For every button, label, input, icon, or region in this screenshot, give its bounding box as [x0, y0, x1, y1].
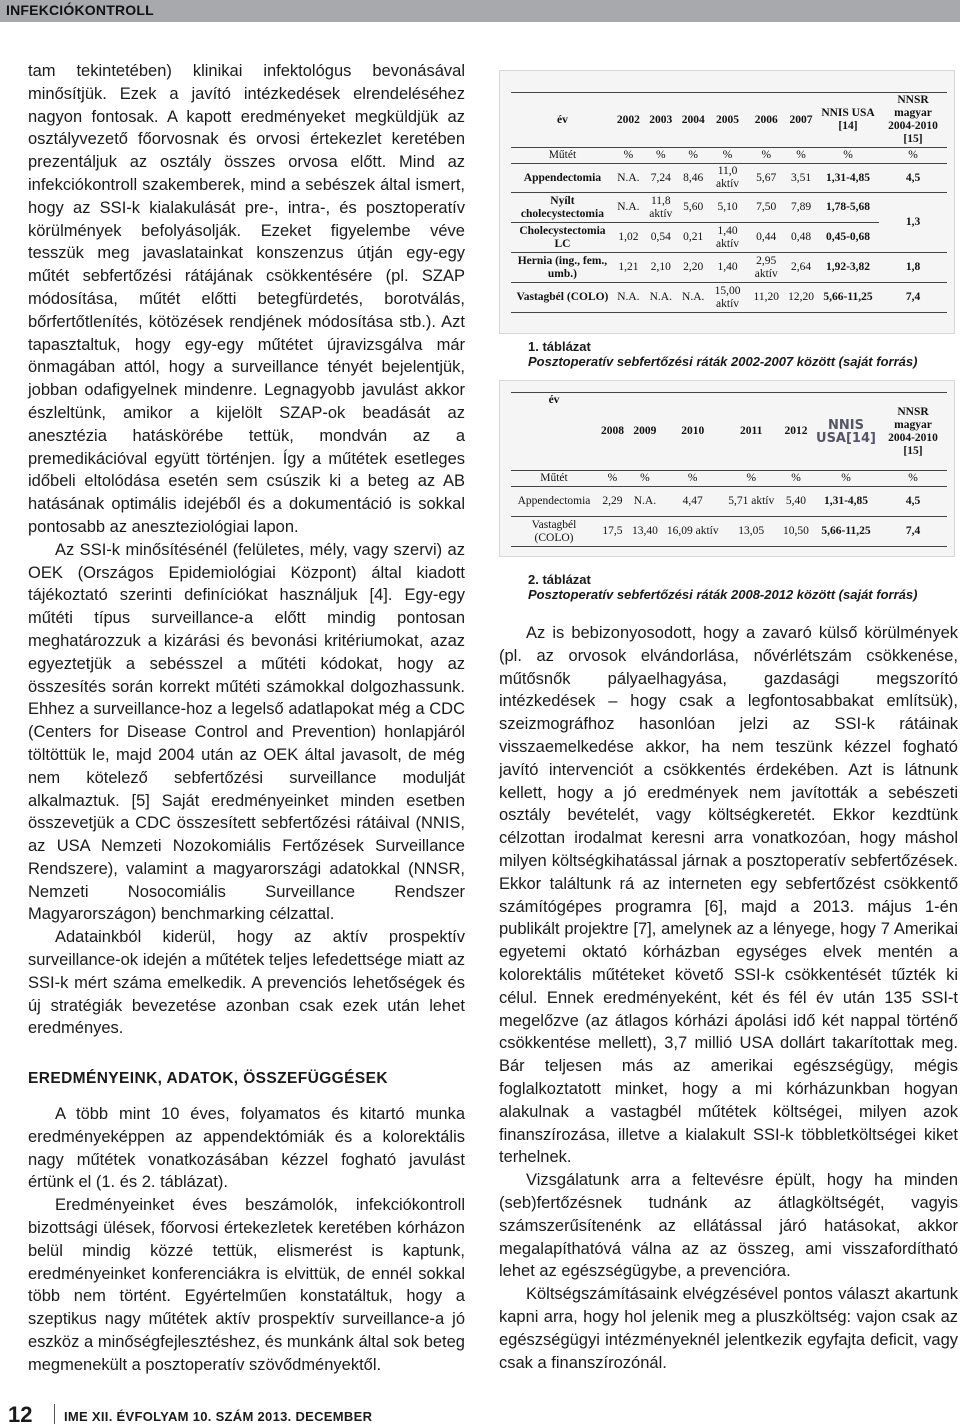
caption-text: Posztoperatív sebfertőzési ráták 2008-2012 között (saját forrás)	[528, 587, 918, 602]
table-row	[511, 253, 947, 283]
caption-text: Posztoperatív sebfertőzési ráták 2002-2007 között (saját forrás)	[528, 354, 918, 369]
table-cell: 1,40 aktív	[708, 223, 748, 253]
table-cell: N.A.	[614, 283, 643, 313]
table-cell: 5,10	[708, 193, 748, 223]
table-cell: 5,40	[779, 487, 813, 517]
table-cell: 0,21	[679, 223, 708, 253]
table-unit-cell: %	[779, 471, 813, 487]
row-label: Vastagbél (COLO)	[511, 517, 597, 547]
table-cell: 10,50	[779, 517, 813, 547]
table-cell: 3,51	[785, 164, 817, 193]
table-cell: 11,8 aktív	[643, 193, 679, 223]
table-cell: N.A.	[614, 164, 643, 193]
table-cell: 12,20	[785, 283, 817, 313]
table-cell: 4,5	[879, 487, 947, 517]
table-cell: 15,00 aktív	[708, 283, 748, 313]
row-label: Vastagbél (COLO)	[511, 283, 614, 313]
table-unit-cell: %	[724, 471, 779, 487]
row-label: Nyílt cholecystectomia	[511, 193, 614, 223]
row-label: Appendectomia	[511, 487, 597, 517]
table-cell: 7,4	[879, 517, 947, 547]
table-cell: 1,31-4,85	[813, 487, 879, 517]
table-unit-cell: %	[879, 471, 947, 487]
table2-caption	[528, 572, 917, 602]
table-cell: 1,3	[879, 193, 947, 253]
table-cell: 17,5	[597, 517, 628, 547]
table-row	[511, 164, 947, 193]
table-header-cell: 2006	[747, 93, 785, 148]
table-cell: 1,40	[708, 253, 748, 283]
table-unit-cell: %	[628, 471, 662, 487]
table-header-cell: NNIS USA [14]	[817, 93, 879, 148]
table-header-cell: év	[511, 93, 614, 148]
caption-number: 1. táblázat	[528, 339, 591, 354]
table-cell: 7,89	[785, 193, 817, 223]
table-unit-cell: %	[879, 148, 947, 164]
table-cell: 1,92-3,82	[817, 253, 879, 283]
table-cell: 2,29	[597, 487, 628, 517]
table1	[511, 92, 947, 313]
table-cell: 16,09 aktív	[662, 517, 724, 547]
paragraph: Az SSI-k minősítésénél (felületes, mély, vagy szervi) az OEK (Országos Epidemiológiai Központ) által kiadott tájékoztató szerinti definíciókat használjuk [4]. Egy-egy műtéti típus surveillance-a előtt mindig pontosan meghatározzuk a kizárási és bevonási kritériumokat, azaz egyeztetjük a sebésszel a műtéti kódokat, hogy az összesítés során korrekt műtéti számokkal dolgozhassunk. Ehhez a surveillance-hoz a legelső adatlapokat még a CDC (Centers for Disease Control and Prevention) honlapjáról töltöttük le, majd 2004 után az OEK által javasolt, de még nem kötelező sebfertőzési surveillance modulját alkalmaztuk. [5] Saját eredményeinket minden esetben összevetjük a CDC összesített sebfertőzési rátáival (NNIS, az USA Nemzeti Nozokomiális Fertőzések Surveillance Rendszere), valamint a magyarországi adatokkal (NNSR, Nemzeti Nosocomiális Surveillance Rendszer Magyarországon) benchmarking célzattal.	[28, 540, 465, 924]
table-header-cell: 2011	[724, 393, 779, 471]
table-unit-cell: %	[813, 471, 879, 487]
paragraph: tam tekintetében) klinikai infektológus bevonásával minősítjük. Ezek a javító intézkedések elrendeléséhez nagyon fontosak. A kapott eredményeket megküldjük az osztályvezető főorvosnak és orvosi értekezlet keretében prezentáljuk az osztály összes orvosa előtt. Mind az infekciókontroll szakemberek, mind a sebészek által ismert, hogy az SSI-k kialakulását pre-, intra-, és posztoperatív körülmények befolyásolják. Ezeket figyelembe véve tesszük meg javaslatainkat konszenzus útján egy-egy műtét sebfertőzési rátájának csökkentésére (pl. SZAP módosítása, műtét előtti betegfürdetés, borotválás, bőrfertőtlenítés, kötözések rendjének módosítása stb.). Azt tapasztaltuk, hogy egy-egy műtétet újravizsgálva már önmagában attól, hogy a surveillance tényét bejelentjük, jobban odafigyelnek mindenre. Legnagyobb javulást akkor észleltünk, amikor a kijelölt SZAP-ok beadását az anesztézia hatáskörébe tettük, mondván az a premedikációval együtt történjen. Így a műtétek esetleges időbeli eltolódása esetén sem csúszik ki a beteg az AB hatásának optimális idejéből és a dokumentáció is sokkal pontosabb az aneszteziológiai lapon.	[28, 62, 465, 536]
table-unit-cell: %	[747, 148, 785, 164]
table-unit-cell: %	[679, 148, 708, 164]
table-cell: 7,50	[747, 193, 785, 223]
table-unit-cell: %	[643, 148, 679, 164]
journal-info: IME XII. ÉVFOLYAM 10. SZÁM 2013. DECEMBER	[64, 1409, 373, 1424]
paragraph: Adatainkból kiderül, hogy az aktív prospektív surveillance-ok idején a műtétek teljes lefedettsége miatt az SSI-k mért száma emelkedik. A prevenciós lehetőségek és új stratégiák bevezetése azonban csak ezek után lehet eredményes.	[28, 928, 465, 1038]
table-cell: 11,20	[747, 283, 785, 313]
table-cell: 5,60	[679, 193, 708, 223]
table-cell: 13,40	[628, 517, 662, 547]
table-cell: 5,71 aktív	[724, 487, 779, 517]
paragraph: Költségszámításaink elvégzésével pontos választ akartunk kapni arra, hogy hol jelenik meg a pluszköltség: vajon csak az egészségügyi intézményeknél jelentkezik egyfajta deficit, vagy csak a finanszírozónál.	[499, 1285, 958, 1372]
right-column	[499, 622, 958, 1374]
table-unit-cell: %	[662, 471, 724, 487]
table-cell: 0,48	[785, 223, 817, 253]
table-row	[511, 283, 947, 313]
paragraph: A több mint 10 éves, folyamatos és kitartó munka eredményeképpen az appendektómiák és a kolorektális nagy műtétek vonatkozásában kézzel fogható javulást értünk el (1. és 2. táblázat).	[28, 1105, 465, 1192]
table-unit-cell: %	[708, 148, 748, 164]
paragraph: Eredményeinket éves beszámolók, infekciókontroll bizottsági ülések, főorvosi értekezletek keretében kórházon belül mindig közzé tettük, elismerést is kaptunk, eredményeinket konferenciákra is elvittük, de ennél sokkal több nem történt. Egyértelműen konstatáltuk, hogy a szeptikus nagy műtétek aktív prospektív surveillance-a jó eszköz a minőségfejlesztéshez, és munkánk által sok beteg megmenekült a posztoperatív szövődményektől.	[28, 1196, 465, 1374]
table-row	[511, 517, 947, 547]
table1-caption	[528, 339, 917, 369]
table-unit-cell: %	[597, 471, 628, 487]
paragraph: Az is bebizonyosodott, hogy a zavaró külső körülmények (pl. az orvosok elvándorlása, nővérlétszám csökkenése, műtősnők pályaelhagyása, gazdasági megszorító intézkedések – hogy csak a legfontosabbakat említsük), szeizmográfhoz hasonlóan jelzi az SSI-k rátáinak visszaemelkedése akkor, ha nem teszünk kézzel fogható javító intervenciót a csökkentés érdekében. Azt is látnunk kellett, hogy a jó eredmények nem javították a sebészeti osztály bevételét, vagy költségkeretét. Ekkor kezdtünk célzottan irodalmat keresni arra vonatkozóan, hogy máshol milyen költségkihatással járnak a posztoperatív sebfertőzések. Ekkor találtunk rá az interneten egy sebfertőzést csökkentő számítógépes programra [6], majd a 2013. május 1-én publikált projektre [7], amelynek az a lényege, hogy 7 Amerikai egyetemi oktató kórházban egységes elvek mentén a kolorektális műtéteket követő SSI-k csökkentését tűzték ki célul. Ennek eredményeként, két és fél év után 135 SSI-t megelőzve (az átlagos kórházi ápolási idő két nappal történő csökkentése mellett), 3,7 millió USA dollárt takarítottak meg. Bár teljesen más az amerikai egészségügy, mégis foglalkoztatott minket, hogy a mi kórházunkban hogyan alakulnak a vastagbél műtétek költségei, milyen azok finanszírozása, illetve a kialakult SSI-k többletköltségei kiket terhelnek.	[499, 624, 958, 1167]
table-row	[511, 487, 947, 517]
table-cell: 2,95 aktív	[747, 253, 785, 283]
caption-number: 2. táblázat	[528, 572, 591, 587]
table-header-cell: 2002	[614, 93, 643, 148]
table-header-cell: NNSR magyar 2004-2010 [15]	[879, 393, 947, 471]
table-header-cell: 2012	[779, 393, 813, 471]
table-unit-cell: %	[785, 148, 817, 164]
table-header-cell: 2008	[597, 393, 628, 471]
left-column	[28, 60, 465, 1377]
table-header-cell: 2009	[628, 393, 662, 471]
table-header-cell: 2004	[679, 93, 708, 148]
table-cell: 0,54	[643, 223, 679, 253]
table-header-cell: 2010	[662, 393, 724, 471]
table-unit-cell: %	[614, 148, 643, 164]
table-cell: 1,8	[879, 253, 947, 283]
table-cell: N.A.	[628, 487, 662, 517]
table-header-cell: év	[511, 393, 597, 471]
section-header-bar	[0, 0, 960, 22]
table-cell: 13,05	[724, 517, 779, 547]
table-header-cell: 2003	[643, 93, 679, 148]
table-header-cell: NNIS USA[14]	[813, 393, 879, 471]
table-cell: 2,20	[679, 253, 708, 283]
table-cell: N.A.	[679, 283, 708, 313]
table-unit-cell: Műtét	[511, 471, 597, 487]
table-header-cell: NNSR magyar 2004-2010 [15]	[879, 93, 947, 148]
row-label: Hernia (ing., fem., umb.)	[511, 253, 614, 283]
table-cell: N.A.	[643, 283, 679, 313]
table-cell: 8,46	[679, 164, 708, 193]
table-header-cell: 2007	[785, 93, 817, 148]
table-cell: 7,4	[879, 283, 947, 313]
paragraph: Vizsgálatunk arra a feltevésre épült, hogy ha minden (seb)fertőzésnek tudnánk az átlagköltségét, vagyis számszerűsítenénk az ellátással járó hatásokat, akkor megalapíthatóvá válna az az összeg, ami visszafordítható lehet az egészségügybe, a prevencióra.	[499, 1171, 958, 1281]
table-cell: N.A.	[614, 193, 643, 223]
table-cell: 7,24	[643, 164, 679, 193]
row-label: Appendectomia	[511, 164, 614, 193]
table-cell: 2,64	[785, 253, 817, 283]
table-header-cell: 2005	[708, 93, 748, 148]
table-unit-cell: %	[817, 148, 879, 164]
table-cell: 0,44	[747, 223, 785, 253]
table-cell: 1,78-5,68	[817, 193, 879, 223]
table-cell: 5,67	[747, 164, 785, 193]
table-unit-cell: Műtét	[511, 148, 614, 164]
table-cell: 4,5	[879, 164, 947, 193]
page-number: 12	[8, 1402, 33, 1427]
footer-divider	[54, 1404, 55, 1424]
section-heading: EREDMÉNYEINK, ADATOK, ÖSSZEFÜGGÉSEK	[28, 1070, 388, 1088]
table-cell: 5,66-11,25	[817, 283, 879, 313]
section-title: INFEKCIÓKONTROLL	[6, 2, 154, 18]
table-row	[511, 193, 947, 223]
table-cell: 2,10	[643, 253, 679, 283]
table-cell: 1,31-4,85	[817, 164, 879, 193]
table-cell: 11,0 aktív	[708, 164, 748, 193]
table-cell: 4,47	[662, 487, 724, 517]
row-label: Cholecystectomia LC	[511, 223, 614, 253]
table-cell: 5,66-11,25	[813, 517, 879, 547]
table2	[511, 392, 947, 547]
table-cell: 0,45-0,68	[817, 223, 879, 253]
table-cell: 1,02	[614, 223, 643, 253]
table-cell: 1,21	[614, 253, 643, 283]
